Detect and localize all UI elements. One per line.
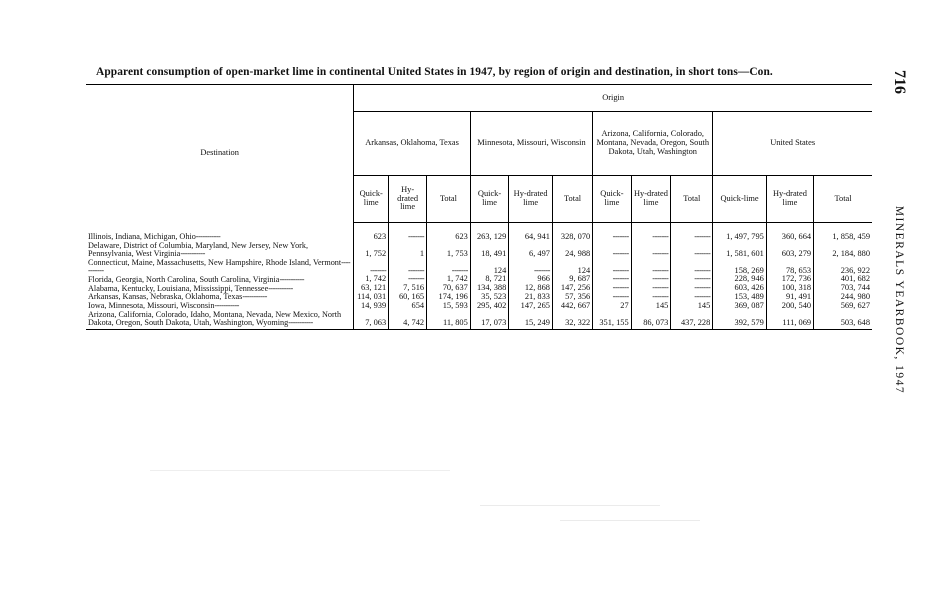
- destination-label: Arizona, California, Colorado, Idaho, Montana, Nevada, New Mexico, North Dakota, Oregon, South Dakota, Utah, Washington, Wyoming: [88, 309, 342, 328]
- column-header: Hy-drated lime: [389, 176, 427, 223]
- value-cell: 17, 073: [470, 311, 508, 330]
- value-cell: 60, 165: [389, 293, 427, 302]
- value-cell: 111, 069: [766, 311, 813, 330]
- value-cell: [427, 259, 471, 276]
- value-cell: 442, 667: [552, 302, 592, 311]
- value-cell: 9, 687: [552, 275, 592, 284]
- value-cell: 57, 356: [552, 293, 592, 302]
- destination-cell: [86, 242, 354, 259]
- value-cell: [593, 242, 631, 259]
- empty-dash: -------: [694, 248, 711, 258]
- value-cell: 1: [389, 242, 427, 259]
- value-cell: 64, 941: [509, 223, 553, 242]
- value-cell: 147, 265: [509, 302, 553, 311]
- region-header: Arizona, California, Colorado, Montana, Nevada, Oregon, South Dakota, Utah, Washington: [593, 112, 713, 176]
- value-cell: 623: [354, 223, 389, 242]
- table-body: [86, 223, 872, 330]
- value-cell: 1, 858, 459: [814, 223, 872, 242]
- scan-artifact: [560, 520, 700, 521]
- value-cell: 2, 184, 880: [814, 242, 872, 259]
- empty-dash: -------: [408, 232, 425, 241]
- value-cell: 11, 805: [427, 311, 471, 330]
- region-header: United States: [713, 112, 872, 176]
- destination-cell: [86, 259, 354, 276]
- value-cell: 623: [427, 223, 471, 242]
- destination-cell: [86, 311, 354, 330]
- destination-label: Arkansas, Kansas, Nebraska, Oklahoma, Texas: [88, 292, 243, 302]
- value-cell: 14, 939: [354, 302, 389, 311]
- value-cell: 603, 279: [766, 242, 813, 259]
- table-row: [86, 311, 872, 330]
- value-cell: 35, 523: [470, 293, 508, 302]
- value-cell: 172, 736: [766, 275, 813, 284]
- value-cell: 147, 256: [552, 284, 592, 293]
- empty-dash: -------: [652, 232, 669, 241]
- destination-label: Connecticut, Maine, Massachusetts, New Hampshire, Rhode Island, Vermont: [88, 257, 342, 267]
- value-cell: 174, 196: [427, 293, 471, 302]
- column-header: Hy-drated lime: [631, 176, 671, 223]
- empty-dash: -------: [408, 265, 425, 275]
- dot-leader: -----------: [88, 257, 351, 276]
- column-header: Total: [814, 176, 872, 223]
- value-cell: 158, 269: [713, 259, 767, 276]
- value-cell: [671, 259, 713, 276]
- empty-dash: -------: [612, 265, 629, 275]
- value-cell: 145: [631, 302, 671, 311]
- value-cell: 200, 540: [766, 302, 813, 311]
- value-cell: 18, 491: [470, 242, 508, 259]
- region-header: Arkansas, Oklahoma, Texas: [354, 112, 471, 176]
- empty-dash: -------: [370, 265, 387, 275]
- value-cell: 7, 063: [354, 311, 389, 330]
- destination-header: Destination: [86, 85, 354, 223]
- value-cell: 100, 318: [766, 284, 813, 293]
- column-header: Total: [552, 176, 592, 223]
- column-header: Total: [671, 176, 713, 223]
- value-cell: 145: [671, 302, 713, 311]
- column-header: Hy-drated lime: [766, 176, 813, 223]
- value-cell: 15, 249: [509, 311, 553, 330]
- empty-dash: -------: [612, 232, 629, 241]
- column-header: Quick-lime: [593, 176, 631, 223]
- empty-dash: -------: [451, 265, 468, 275]
- value-cell: 134, 388: [470, 284, 508, 293]
- value-cell: 437, 228: [671, 311, 713, 330]
- origin-header: Origin: [354, 85, 872, 112]
- destination-cell: [86, 223, 354, 242]
- empty-dash: -------: [652, 248, 669, 258]
- value-cell: 236, 922: [814, 259, 872, 276]
- destination-label: Illinois, Indiana, Michigan, Ohio: [88, 232, 196, 242]
- value-cell: 1, 742: [427, 275, 471, 284]
- value-cell: 24, 988: [552, 242, 592, 259]
- value-cell: 392, 579: [713, 311, 767, 330]
- destination-label: Alabama, Kentucky, Louisiana, Mississippi, Tennessee: [88, 283, 269, 293]
- value-cell: 4, 742: [389, 311, 427, 330]
- value-cell: 27: [593, 302, 631, 311]
- dot-leader: -----------: [242, 292, 267, 302]
- table-title: Apparent consumption of open-market lime in continental United States in 1947, by region of origin and destination, in short tons—Con.: [96, 66, 773, 78]
- value-cell: 86, 073: [631, 311, 671, 330]
- value-cell: 91, 491: [766, 293, 813, 302]
- column-header: Quick-lime: [470, 176, 508, 223]
- value-cell: 503, 648: [814, 311, 872, 330]
- empty-dash: -------: [612, 292, 629, 302]
- value-cell: 15, 593: [427, 302, 471, 311]
- value-cell: 244, 980: [814, 293, 872, 302]
- destination-label: Florida, Georgia, North Carolina, South Carolina, Virginia: [88, 274, 280, 284]
- value-cell: [593, 223, 631, 242]
- value-cell: 228, 946: [713, 275, 767, 284]
- value-cell: 124: [552, 259, 592, 276]
- empty-dash: -------: [652, 283, 669, 293]
- table-row: [86, 223, 872, 242]
- dot-leader: -----------: [214, 301, 239, 311]
- empty-dash: -------: [652, 274, 669, 284]
- empty-dash: -------: [652, 292, 669, 302]
- region-header: Minnesota, Missouri, Wisconsin: [470, 112, 592, 176]
- empty-dash: -------: [694, 274, 711, 284]
- value-cell: [509, 259, 553, 276]
- value-cell: 1, 753: [427, 242, 471, 259]
- value-cell: 70, 637: [427, 284, 471, 293]
- value-cell: 1, 581, 601: [713, 242, 767, 259]
- value-cell: [389, 223, 427, 242]
- value-cell: [593, 259, 631, 276]
- value-cell: 351, 155: [593, 311, 631, 330]
- dot-leader: -----------: [180, 249, 205, 259]
- value-cell: [671, 223, 713, 242]
- value-cell: 7, 516: [389, 284, 427, 293]
- value-cell: 654: [389, 302, 427, 311]
- value-cell: 401, 682: [814, 275, 872, 284]
- dot-leader: -----------: [279, 274, 304, 284]
- value-cell: 966: [509, 275, 553, 284]
- table-row: [86, 259, 872, 276]
- empty-dash: -------: [652, 265, 669, 275]
- value-cell: [671, 242, 713, 259]
- scan-artifact: [480, 505, 660, 506]
- value-cell: [631, 223, 671, 242]
- destination-label: Iowa, Minnesota, Missouri, Wisconsin: [88, 301, 215, 311]
- value-cell: 603, 426: [713, 284, 767, 293]
- destination-label: Delaware, District of Columbia, Maryland, New Jersey, New York, Pennsylvania, West Virginia: [88, 240, 309, 259]
- empty-dash: -------: [694, 265, 711, 275]
- value-cell: 114, 031: [354, 293, 389, 302]
- value-cell: 703, 744: [814, 284, 872, 293]
- empty-dash: -------: [533, 265, 550, 275]
- value-cell: 369, 087: [713, 302, 767, 311]
- value-cell: 124: [470, 259, 508, 276]
- empty-dash: -------: [694, 283, 711, 293]
- value-cell: 78, 653: [766, 259, 813, 276]
- empty-dash: -------: [694, 292, 711, 302]
- empty-dash: -------: [612, 248, 629, 258]
- column-header: Total: [427, 176, 471, 223]
- value-cell: [631, 259, 671, 276]
- column-header: Quick-lime: [354, 176, 389, 223]
- value-cell: 1, 742: [354, 275, 389, 284]
- dot-leader: -----------: [195, 232, 221, 242]
- value-cell: [389, 259, 427, 276]
- value-cell: 32, 322: [552, 311, 592, 330]
- dot-leader: -----------: [268, 283, 293, 293]
- value-cell: 21, 833: [509, 293, 553, 302]
- empty-dash: -------: [612, 274, 629, 284]
- value-cell: 263, 129: [470, 223, 508, 242]
- value-cell: 6, 497: [509, 242, 553, 259]
- page-number: 716: [891, 70, 908, 94]
- value-cell: 1, 752: [354, 242, 389, 259]
- value-cell: 328, 070: [552, 223, 592, 242]
- table-row: [86, 242, 872, 259]
- value-cell: 8, 721: [470, 275, 508, 284]
- consumption-table: [86, 84, 872, 330]
- value-cell: 12, 868: [509, 284, 553, 293]
- value-cell: 1, 497, 795: [713, 223, 767, 242]
- empty-dash: -------: [612, 283, 629, 293]
- column-header: Quick-lime: [713, 176, 767, 223]
- value-cell: 295, 402: [470, 302, 508, 311]
- scan-artifact: [150, 470, 450, 471]
- value-cell: 360, 664: [766, 223, 813, 242]
- value-cell: [354, 259, 389, 276]
- value-cell: 63, 121: [354, 284, 389, 293]
- empty-dash: -------: [408, 274, 425, 284]
- running-head: [879, 200, 919, 400]
- column-header: Hy-drated lime: [509, 176, 553, 223]
- empty-dash: -------: [694, 232, 711, 241]
- value-cell: 153, 489: [713, 293, 767, 302]
- dot-leader: -----------: [288, 318, 313, 328]
- value-cell: 569, 627: [814, 302, 872, 311]
- running-head-text: MINERALS YEARBOOK, 1947: [893, 205, 905, 395]
- value-cell: [631, 242, 671, 259]
